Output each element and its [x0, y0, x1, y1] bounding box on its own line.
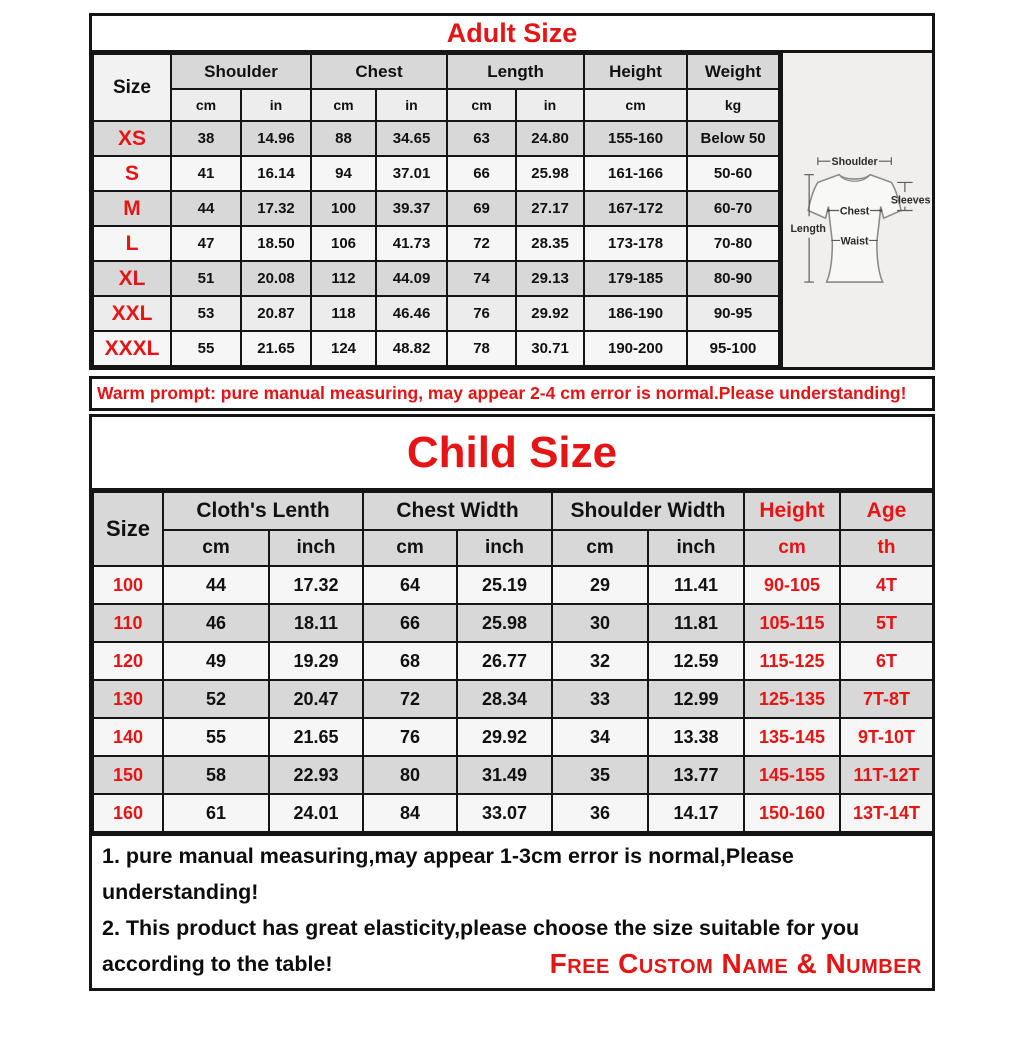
adult-size-row: [93, 121, 779, 156]
child-value-cell: 12.99: [648, 680, 744, 718]
child-height-cell: 105-115: [744, 604, 840, 642]
adult-value-cell: 41: [171, 156, 241, 191]
adult-value-cell: 44.09: [376, 261, 447, 296]
note-1: 1. pure manual measuring,may appear 1-3cm error is normal,Please understanding!: [102, 844, 794, 904]
adult-value-cell: 24.80: [516, 121, 584, 156]
unit-cell: cm: [363, 530, 457, 566]
child-col-shoulder-width: Shoulder Width: [552, 492, 744, 530]
adult-value-cell: 88: [311, 121, 376, 156]
chest-dot-left: [827, 209, 830, 212]
tshirt-diagram-svg: [783, 53, 932, 367]
child-value-cell: 35: [552, 756, 648, 794]
adult-value-cell: 63: [447, 121, 516, 156]
child-size-label: 140: [93, 718, 163, 756]
adult-value-cell: 20.08: [241, 261, 311, 296]
child-value-cell: 24.01: [269, 794, 363, 832]
note-2: 2. This product has great elasticity,please choose the size suitable for you according to the table!: [102, 916, 860, 976]
adult-size-label: L: [93, 226, 171, 261]
adult-value-cell: 41.73: [376, 226, 447, 261]
adult-value-cell: 80-90: [687, 261, 779, 296]
child-size-section: [89, 414, 935, 991]
child-value-cell: 11.41: [648, 566, 744, 604]
child-col-size: Size: [93, 492, 163, 566]
adult-value-cell: 167-172: [584, 191, 687, 226]
child-value-cell: 14.17: [648, 794, 744, 832]
adult-value-cell: 27.17: [516, 191, 584, 226]
adult-size-body: [92, 53, 932, 367]
adult-value-cell: 25.98: [516, 156, 584, 191]
adult-value-cell: 70-80: [687, 226, 779, 261]
adult-value-cell: 39.37: [376, 191, 447, 226]
child-size-row: [93, 794, 933, 832]
child-age-cell: 9T-10T: [840, 718, 933, 756]
child-size-row: [93, 756, 933, 794]
child-value-cell: 61: [163, 794, 269, 832]
adult-value-cell: 37.01: [376, 156, 447, 191]
adult-size-label: M: [93, 191, 171, 226]
adult-size-row: [93, 331, 779, 366]
child-age-cell: 11T-12T: [840, 756, 933, 794]
adult-value-cell: 14.96: [241, 121, 311, 156]
adult-size-row: [93, 226, 779, 261]
adult-value-cell: 21.65: [241, 331, 311, 366]
adult-col-length: Length: [447, 54, 584, 89]
adult-size-label: S: [93, 156, 171, 191]
adult-value-cell: 90-95: [687, 296, 779, 331]
unit-cell: kg: [687, 89, 779, 121]
child-value-cell: 20.47: [269, 680, 363, 718]
child-size-row: [93, 718, 933, 756]
child-col-cloth-length: Cloth's Lenth: [163, 492, 363, 530]
unit-cell: in: [376, 89, 447, 121]
adult-value-cell: 44: [171, 191, 241, 226]
child-value-cell: 84: [363, 794, 457, 832]
child-value-cell: 22.93: [269, 756, 363, 794]
adult-value-cell: 179-185: [584, 261, 687, 296]
child-size-label: 160: [93, 794, 163, 832]
adult-value-cell: Below 50: [687, 121, 779, 156]
child-value-cell: 19.29: [269, 642, 363, 680]
adult-col-shoulder: Shoulder: [171, 54, 311, 89]
adult-value-cell: 100: [311, 191, 376, 226]
adult-col-height: Height: [584, 54, 687, 89]
adult-size-row: [93, 191, 779, 226]
child-value-cell: 46: [163, 604, 269, 642]
adult-value-cell: 72: [447, 226, 516, 261]
child-value-cell: 32: [552, 642, 648, 680]
unit-cell: cm: [171, 89, 241, 121]
notes: [92, 833, 932, 988]
adult-value-cell: 124: [311, 331, 376, 366]
adult-value-cell: 55: [171, 331, 241, 366]
adult-size-row: [93, 261, 779, 296]
unit-cell: inch: [269, 530, 363, 566]
adult-size-section: [89, 13, 935, 370]
child-height-cell: 135-145: [744, 718, 840, 756]
child-value-cell: 26.77: [457, 642, 552, 680]
free-custom-promo: Free Custom Name & Number: [549, 948, 922, 979]
adult-size-label: XL: [93, 261, 171, 296]
child-col-height: Height: [744, 492, 840, 530]
diagram-label-length: Length: [790, 222, 826, 235]
adult-value-cell: 186-190: [584, 296, 687, 331]
child-height-cell: 90-105: [744, 566, 840, 604]
adult-value-cell: 78: [447, 331, 516, 366]
diagram-label-shoulder: Shoulder: [831, 156, 878, 169]
warm-prompt: [89, 376, 935, 411]
child-size-row: [93, 680, 933, 718]
unit-cell: cm: [447, 89, 516, 121]
adult-value-cell: 50-60: [687, 156, 779, 191]
child-value-cell: 36: [552, 794, 648, 832]
adult-value-cell: 112: [311, 261, 376, 296]
child-size-label: 150: [93, 756, 163, 794]
child-value-cell: 21.65: [269, 718, 363, 756]
adult-size-row: [93, 156, 779, 191]
size-chart-sheet: [89, 13, 935, 991]
diagram-label-waist: Waist: [840, 235, 869, 248]
child-size-title: Child Size: [92, 417, 932, 491]
unit-cell: inch: [648, 530, 744, 566]
unit-cell: in: [516, 89, 584, 121]
child-value-cell: 13.38: [648, 718, 744, 756]
child-value-cell: 33.07: [457, 794, 552, 832]
child-height-cell: 115-125: [744, 642, 840, 680]
child-header-row: [93, 492, 933, 530]
adult-header-row: [93, 54, 779, 89]
child-size-row: [93, 642, 933, 680]
child-value-cell: 34: [552, 718, 648, 756]
adult-value-cell: 29.13: [516, 261, 584, 296]
adult-value-cell: 53: [171, 296, 241, 331]
child-height-cell: 125-135: [744, 680, 840, 718]
adult-value-cell: 48.82: [376, 331, 447, 366]
adult-value-cell: 118: [311, 296, 376, 331]
child-value-cell: 55: [163, 718, 269, 756]
adult-value-cell: 29.92: [516, 296, 584, 331]
adult-value-cell: 106: [311, 226, 376, 261]
chest-dot-right: [879, 209, 882, 212]
adult-value-cell: 66: [447, 156, 516, 191]
adult-value-cell: 30.71: [516, 331, 584, 366]
warm-prompt-text: Warm prompt: pure manual measuring, may appear 2-4 cm error is normal.Please understanding!: [97, 383, 907, 403]
child-value-cell: 72: [363, 680, 457, 718]
child-age-cell: 13T-14T: [840, 794, 933, 832]
child-value-cell: 52: [163, 680, 269, 718]
child-value-cell: 30: [552, 604, 648, 642]
adult-size-label: XXL: [93, 296, 171, 331]
adult-size-table: [92, 53, 780, 367]
diagram-label-sleeves: Sleeves: [890, 194, 931, 207]
child-value-cell: 33: [552, 680, 648, 718]
child-value-cell: 17.32: [269, 566, 363, 604]
child-age-cell: 6T: [840, 642, 933, 680]
adult-col-size: Size: [93, 54, 171, 121]
child-value-cell: 18.11: [269, 604, 363, 642]
child-value-cell: 76: [363, 718, 457, 756]
adult-size-label: XXXL: [93, 331, 171, 366]
child-value-cell: 25.98: [457, 604, 552, 642]
child-age-cell: 4T: [840, 566, 933, 604]
adult-value-cell: 28.35: [516, 226, 584, 261]
adult-size-row: [93, 296, 779, 331]
child-value-cell: 29.92: [457, 718, 552, 756]
adult-value-cell: 47: [171, 226, 241, 261]
adult-size-title: Adult Size: [92, 16, 932, 53]
diagram-label-chest: Chest: [839, 205, 870, 218]
child-size-table: [92, 491, 934, 833]
child-value-cell: 12.59: [648, 642, 744, 680]
adult-size-label: XS: [93, 121, 171, 156]
adult-value-cell: 173-178: [584, 226, 687, 261]
adult-value-cell: 51: [171, 261, 241, 296]
adult-value-cell: 46.46: [376, 296, 447, 331]
unit-cell: in: [241, 89, 311, 121]
adult-value-cell: 16.14: [241, 156, 311, 191]
adult-value-cell: 76: [447, 296, 516, 331]
child-value-cell: 25.19: [457, 566, 552, 604]
child-unit-row: [93, 530, 933, 566]
adult-value-cell: 161-166: [584, 156, 687, 191]
unit-cell: cm: [311, 89, 376, 121]
child-value-cell: 28.34: [457, 680, 552, 718]
unit-cell: cm: [552, 530, 648, 566]
child-col-age: Age: [840, 492, 933, 530]
unit-cell: cm: [163, 530, 269, 566]
unit-cell: inch: [457, 530, 552, 566]
child-size-label: 120: [93, 642, 163, 680]
child-age-cell: 5T: [840, 604, 933, 642]
adult-value-cell: 20.87: [241, 296, 311, 331]
adult-value-cell: 190-200: [584, 331, 687, 366]
child-value-cell: 29: [552, 566, 648, 604]
unit-cell: th: [840, 530, 933, 566]
child-value-cell: 11.81: [648, 604, 744, 642]
child-height-cell: 145-155: [744, 756, 840, 794]
child-value-cell: 44: [163, 566, 269, 604]
adult-unit-row: [93, 89, 779, 121]
child-size-row: [93, 604, 933, 642]
adult-value-cell: 94: [311, 156, 376, 191]
child-value-cell: 80: [363, 756, 457, 794]
adult-value-cell: 38: [171, 121, 241, 156]
child-value-cell: 49: [163, 642, 269, 680]
adult-value-cell: 34.65: [376, 121, 447, 156]
child-value-cell: 64: [363, 566, 457, 604]
adult-value-cell: 17.32: [241, 191, 311, 226]
child-value-cell: 58: [163, 756, 269, 794]
child-age-cell: 7T-8T: [840, 680, 933, 718]
child-size-label: 100: [93, 566, 163, 604]
child-size-label: 110: [93, 604, 163, 642]
tshirt-measurement-diagram: [780, 53, 932, 367]
adult-col-weight: Weight: [687, 54, 779, 89]
child-value-cell: 13.77: [648, 756, 744, 794]
child-size-label: 130: [93, 680, 163, 718]
child-value-cell: 31.49: [457, 756, 552, 794]
unit-cell: cm: [744, 530, 840, 566]
child-size-row: [93, 566, 933, 604]
adult-value-cell: 69: [447, 191, 516, 226]
adult-value-cell: 155-160: [584, 121, 687, 156]
adult-value-cell: 60-70: [687, 191, 779, 226]
unit-cell: cm: [584, 89, 687, 121]
adult-col-chest: Chest: [311, 54, 447, 89]
child-value-cell: 68: [363, 642, 457, 680]
child-height-cell: 150-160: [744, 794, 840, 832]
adult-value-cell: 95-100: [687, 331, 779, 366]
adult-value-cell: 18.50: [241, 226, 311, 261]
child-col-chest-width: Chest Width: [363, 492, 552, 530]
child-value-cell: 66: [363, 604, 457, 642]
adult-value-cell: 74: [447, 261, 516, 296]
